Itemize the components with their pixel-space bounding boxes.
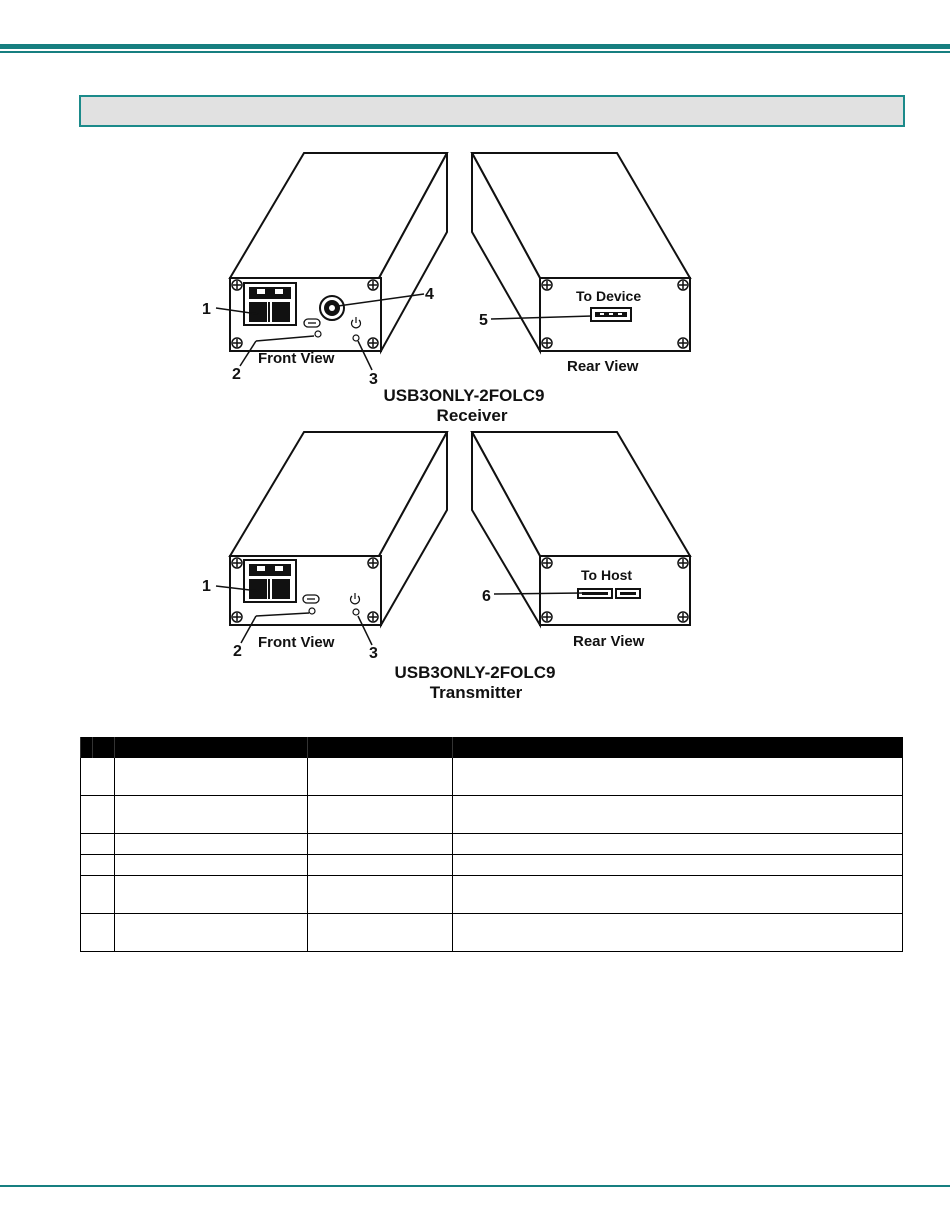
screw-icon [232, 280, 242, 290]
table-row [81, 876, 903, 914]
table-header-cell [307, 737, 452, 758]
table-header-cell [114, 737, 307, 758]
receiver-front-box [230, 153, 447, 351]
table-cell [81, 796, 115, 834]
link-led [315, 331, 321, 337]
callout-1: 1 [202, 578, 211, 595]
transmitter-rear-view-label: Rear View [573, 633, 645, 650]
callout-3: 3 [369, 645, 378, 662]
receiver-front-view-label: Front View [258, 350, 335, 367]
callout-4: 4 [425, 286, 434, 303]
callout-6: 6 [482, 588, 491, 605]
screw-icon [542, 338, 552, 348]
receiver-role: Receiver [436, 406, 508, 425]
screw-icon [542, 558, 552, 568]
screw-icon [232, 558, 242, 568]
screw-icon [678, 558, 688, 568]
table-cell [114, 834, 307, 855]
receiver-rear-box [472, 153, 690, 351]
receiver-model: USB3ONLY-2FOLC9 [383, 386, 545, 405]
table-row [81, 758, 903, 796]
table-cell [307, 834, 452, 855]
product-illustration [0, 140, 950, 720]
table-header-cell [92, 737, 114, 758]
section-heading-bar [79, 95, 905, 127]
table-header-cell [452, 737, 902, 758]
screw-icon [368, 612, 378, 622]
callout-1: 1 [202, 301, 211, 318]
callout-5: 5 [479, 312, 488, 329]
lc-fiber-port-icon [244, 560, 296, 602]
table-cell [452, 758, 902, 796]
power-led [353, 609, 359, 615]
table-cell [81, 876, 115, 914]
table-cell [307, 796, 452, 834]
table-cell [114, 876, 307, 914]
lc-fiber-port-icon [244, 283, 296, 325]
link-led [309, 608, 315, 614]
screw-icon [678, 612, 688, 622]
table-header-cell [81, 737, 93, 758]
link-led-icon [304, 319, 320, 327]
header-rule [0, 44, 950, 49]
screw-icon [678, 338, 688, 348]
power-led [353, 335, 359, 341]
callout-2: 2 [232, 366, 241, 383]
table-cell [114, 796, 307, 834]
table-cell [81, 834, 115, 855]
to-host-label: To Host [581, 567, 633, 583]
transmitter-rear-box [472, 432, 690, 625]
callout-2: 2 [233, 643, 242, 660]
table-cell [307, 876, 452, 914]
table-cell [452, 914, 902, 952]
table-cell [114, 758, 307, 796]
transmitter-front-view-label: Front View [258, 634, 335, 651]
transmitter-front-box [230, 432, 447, 625]
screw-icon [232, 612, 242, 622]
table-cell [307, 855, 452, 876]
table-cell [81, 855, 115, 876]
table-row [81, 855, 903, 876]
table-cell [81, 914, 115, 952]
table-cell [452, 796, 902, 834]
footer-rule [0, 1185, 950, 1187]
screw-icon [368, 280, 378, 290]
header-rule-thin [0, 51, 950, 53]
table-row [81, 796, 903, 834]
screw-icon [368, 558, 378, 568]
product-figure [0, 140, 950, 720]
table-cell [452, 834, 902, 855]
table-cell [307, 914, 452, 952]
screw-icon [368, 338, 378, 348]
parts-table-header [81, 737, 903, 758]
power-jack-icon [320, 296, 344, 320]
to-device-label: To Device [576, 288, 642, 304]
table-cell [307, 758, 452, 796]
table-row [81, 914, 903, 952]
table-cell [114, 914, 307, 952]
table-cell [452, 876, 902, 914]
usb-a-port-icon [591, 308, 631, 321]
screw-icon [542, 280, 552, 290]
parts-table [80, 737, 903, 952]
transmitter-model: USB3ONLY-2FOLC9 [394, 663, 556, 682]
screw-icon [678, 280, 688, 290]
screw-icon [232, 338, 242, 348]
transmitter-role: Transmitter [429, 683, 523, 702]
table-row [81, 834, 903, 855]
table-cell [81, 758, 115, 796]
screw-icon [542, 612, 552, 622]
link-led-icon [303, 595, 319, 603]
table-cell [452, 855, 902, 876]
callout-3: 3 [369, 371, 378, 388]
usb3-micro-b-port-icon [578, 589, 640, 598]
receiver-rear-view-label: Rear View [567, 358, 639, 375]
table-cell [114, 855, 307, 876]
